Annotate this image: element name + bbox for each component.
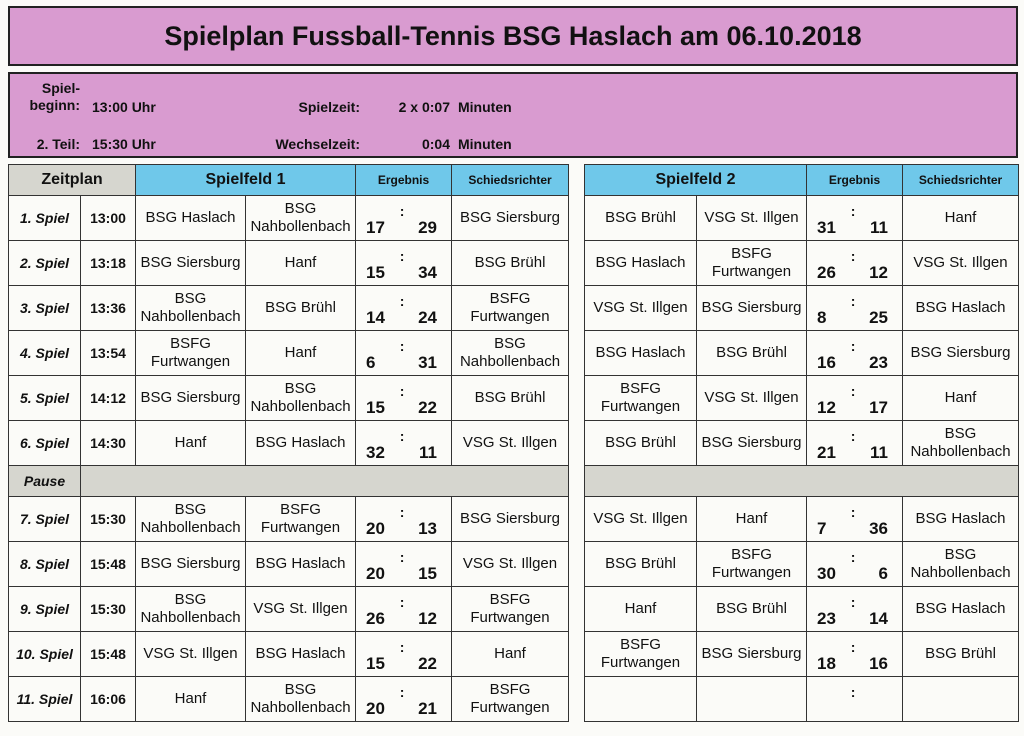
table-row bbox=[9, 331, 569, 376]
field1-team-2: BSG Nahbollenbach bbox=[246, 376, 356, 421]
field1-team-2: BSG Haslach bbox=[246, 421, 356, 466]
table-row bbox=[585, 587, 1019, 632]
score-home: 16 bbox=[817, 353, 836, 372]
score-away: 31 bbox=[418, 353, 437, 372]
score-separator: : bbox=[399, 504, 405, 520]
score-separator: : bbox=[399, 549, 405, 565]
field1-result bbox=[356, 632, 452, 677]
table-row bbox=[9, 632, 569, 677]
score-away: 15 bbox=[418, 564, 437, 583]
field1-referee: BSG Brühl bbox=[452, 241, 569, 286]
pause-row bbox=[585, 466, 1019, 497]
field1-referee: VSG St. Illgen bbox=[452, 421, 569, 466]
table-row bbox=[585, 331, 1019, 376]
game-number: 8. Spiel bbox=[9, 542, 81, 587]
field1-schiedsrichter-header: Schiedsrichter bbox=[452, 165, 569, 196]
field2-team-2: BSG Siersburg bbox=[697, 286, 807, 331]
score-separator: : bbox=[850, 504, 856, 520]
field2-team-2: VSG St. Illgen bbox=[697, 376, 807, 421]
field2-team-2: BSG Brühl bbox=[697, 587, 807, 632]
pause-fill bbox=[81, 466, 569, 497]
score-home: 8 bbox=[817, 308, 827, 327]
field1-team-1: Hanf bbox=[136, 421, 246, 466]
field2-result bbox=[807, 421, 903, 466]
field2-result bbox=[807, 677, 903, 722]
field2-referee: VSG St. Illgen bbox=[903, 241, 1019, 286]
field1-result bbox=[356, 196, 452, 241]
field2-team-2: BSFG Furtwangen bbox=[697, 241, 807, 286]
score-away: 11 bbox=[870, 443, 888, 462]
field1-referee: BSFG Furtwangen bbox=[452, 286, 569, 331]
field2-referee: BSG Nahbollenbach bbox=[903, 542, 1019, 587]
field2-team-2: BSG Siersburg bbox=[697, 421, 807, 466]
game-time: 14:12 bbox=[81, 376, 136, 421]
score-home: 15 bbox=[366, 654, 385, 673]
score-home: 30 bbox=[817, 564, 836, 583]
field2-team-1: BSFG Furtwangen bbox=[585, 376, 697, 421]
field2-team-1: VSG St. Illgen bbox=[585, 497, 697, 542]
game-time: 16:06 bbox=[81, 677, 136, 722]
page-title: Spielplan Fussball-Tennis BSG Haslach am 06.10.2018 bbox=[8, 6, 1018, 66]
field2-result bbox=[807, 497, 903, 542]
table-row bbox=[9, 542, 569, 587]
field1-team-1: BSFG Furtwangen bbox=[136, 331, 246, 376]
field1-team-2: BSFG Furtwangen bbox=[246, 497, 356, 542]
score-away: 11 bbox=[419, 443, 437, 462]
score-separator: : bbox=[850, 203, 856, 219]
game-number: 3. Spiel bbox=[9, 286, 81, 331]
field1-header: Spielfeld 1 bbox=[136, 165, 356, 196]
score-away: 36 bbox=[869, 519, 888, 538]
score-separator: : bbox=[399, 684, 405, 700]
field2-result bbox=[807, 286, 903, 331]
game-time: 14:30 bbox=[81, 421, 136, 466]
begin-label: Spiel- beginn: bbox=[29, 80, 80, 113]
score-separator: : bbox=[399, 594, 405, 610]
field2-result bbox=[807, 632, 903, 677]
field1-referee: BSG Siersburg bbox=[452, 196, 569, 241]
pause-row bbox=[9, 466, 569, 497]
score-separator: : bbox=[850, 684, 856, 700]
score-separator: : bbox=[399, 338, 405, 354]
table-row bbox=[585, 286, 1019, 331]
score-away: 17 bbox=[869, 398, 888, 417]
score-away: 16 bbox=[869, 654, 888, 673]
score-home: 15 bbox=[366, 398, 385, 417]
pause-fill bbox=[585, 466, 1019, 497]
field2-team-2 bbox=[697, 677, 807, 722]
field2-table bbox=[584, 164, 1019, 722]
field1-referee: BSG Nahbollenbach bbox=[452, 331, 569, 376]
field2-referee bbox=[903, 677, 1019, 722]
field2-header: Spielfeld 2 bbox=[585, 165, 807, 196]
score-home: 12 bbox=[817, 398, 836, 417]
field2-referee: BSG Siersburg bbox=[903, 331, 1019, 376]
field1-team-2: Hanf bbox=[246, 241, 356, 286]
table-row bbox=[585, 241, 1019, 286]
score-home: 14 bbox=[366, 308, 385, 327]
field1-referee: Hanf bbox=[452, 632, 569, 677]
field2-team-1: VSG St. Illgen bbox=[585, 286, 697, 331]
score-away: 29 bbox=[418, 218, 437, 237]
table-row bbox=[9, 677, 569, 722]
score-separator: : bbox=[850, 639, 856, 655]
field2-referee: Hanf bbox=[903, 376, 1019, 421]
field2-result bbox=[807, 376, 903, 421]
score-home: 17 bbox=[366, 218, 385, 237]
field2-team-2: BSG Siersburg bbox=[697, 632, 807, 677]
game-time: 13:18 bbox=[81, 241, 136, 286]
field1-team-2: BSG Haslach bbox=[246, 542, 356, 587]
score-away: 12 bbox=[418, 609, 437, 628]
field2-team-1: BSFG Furtwangen bbox=[585, 632, 697, 677]
field2-team-2: BSG Brühl bbox=[697, 331, 807, 376]
field1-team-1: VSG St. Illgen bbox=[136, 632, 246, 677]
field2-team-1: BSG Haslach bbox=[585, 241, 697, 286]
field1-result bbox=[356, 241, 452, 286]
score-away: 22 bbox=[418, 654, 437, 673]
score-home: 18 bbox=[817, 654, 836, 673]
second-part-label: 2. Teil: bbox=[36, 136, 80, 152]
score-away: 14 bbox=[869, 609, 888, 628]
table-row bbox=[9, 241, 569, 286]
field1-result bbox=[356, 677, 452, 722]
score-home: 20 bbox=[366, 519, 385, 538]
score-separator: : bbox=[850, 248, 856, 264]
score-home: 15 bbox=[366, 263, 385, 282]
score-separator: : bbox=[850, 293, 856, 309]
wechselzeit-value: 0:04 bbox=[421, 136, 450, 152]
table-row bbox=[585, 542, 1019, 587]
begin-time: 13:00 Uhr bbox=[92, 99, 156, 115]
field2-referee: BSG Haslach bbox=[903, 587, 1019, 632]
field1-team-1: BSG Haslach bbox=[136, 196, 246, 241]
field2-referee: BSG Brühl bbox=[903, 632, 1019, 677]
field2-team-1: BSG Haslach bbox=[585, 331, 697, 376]
field1-result bbox=[356, 587, 452, 632]
game-time: 13:00 bbox=[81, 196, 136, 241]
field2-team-1: BSG Brühl bbox=[585, 196, 697, 241]
table-row bbox=[9, 587, 569, 632]
score-separator: : bbox=[399, 203, 405, 219]
field1-team-1: BSG Nahbollenbach bbox=[136, 286, 246, 331]
field1-referee: VSG St. Illgen bbox=[452, 542, 569, 587]
field1-team-1: Hanf bbox=[136, 677, 246, 722]
field2-result bbox=[807, 587, 903, 632]
field1-team-1: BSG Siersburg bbox=[136, 376, 246, 421]
field2-referee: BSG Nahbollenbach bbox=[903, 421, 1019, 466]
game-number: 2. Spiel bbox=[9, 241, 81, 286]
score-separator: : bbox=[850, 594, 856, 610]
pause-label: Pause bbox=[9, 466, 81, 497]
zeitplan-header: Zeitplan bbox=[9, 165, 136, 196]
score-separator: : bbox=[399, 639, 405, 655]
field1-referee: BSG Brühl bbox=[452, 376, 569, 421]
score-away: 13 bbox=[418, 519, 437, 538]
field2-result bbox=[807, 196, 903, 241]
score-separator: : bbox=[399, 293, 405, 309]
field1-table bbox=[8, 164, 569, 722]
score-away: 11 bbox=[870, 218, 888, 237]
score-home: 7 bbox=[817, 519, 827, 538]
score-home: 21 bbox=[817, 443, 836, 462]
field2-referee: BSG Haslach bbox=[903, 497, 1019, 542]
score-home: 20 bbox=[366, 699, 385, 718]
score-separator: : bbox=[399, 428, 405, 444]
field1-team-1: BSG Siersburg bbox=[136, 542, 246, 587]
field2-team-1: Hanf bbox=[585, 587, 697, 632]
field2-result bbox=[807, 542, 903, 587]
field1-referee: BSFG Furtwangen bbox=[452, 677, 569, 722]
score-separator: : bbox=[850, 338, 856, 354]
score-away: 21 bbox=[418, 699, 437, 718]
table-row bbox=[585, 196, 1019, 241]
score-away: 24 bbox=[418, 308, 437, 327]
table-row bbox=[585, 421, 1019, 466]
wechselzeit-unit: Minuten bbox=[458, 136, 512, 152]
field1-result bbox=[356, 497, 452, 542]
game-number: 1. Spiel bbox=[9, 196, 81, 241]
score-home: 31 bbox=[817, 218, 836, 237]
game-number: 5. Spiel bbox=[9, 376, 81, 421]
spielzeit-label: Spielzeit: bbox=[298, 99, 360, 115]
score-away: 25 bbox=[869, 308, 888, 327]
field1-team-2: VSG St. Illgen bbox=[246, 587, 356, 632]
field2-team-1: BSG Brühl bbox=[585, 421, 697, 466]
score-separator: : bbox=[399, 383, 405, 399]
table-row bbox=[9, 196, 569, 241]
table-row bbox=[9, 421, 569, 466]
score-away: 23 bbox=[869, 353, 888, 372]
score-separator: : bbox=[399, 248, 405, 264]
game-time: 13:54 bbox=[81, 331, 136, 376]
field2-referee: BSG Haslach bbox=[903, 286, 1019, 331]
field1-referee: BSFG Furtwangen bbox=[452, 587, 569, 632]
game-number: 7. Spiel bbox=[9, 497, 81, 542]
field1-team-2: BSG Brühl bbox=[246, 286, 356, 331]
field2-team-2: BSFG Furtwangen bbox=[697, 542, 807, 587]
field2-schiedsrichter-header: Schiedsrichter bbox=[903, 165, 1019, 196]
field2-result bbox=[807, 331, 903, 376]
game-time: 15:48 bbox=[81, 542, 136, 587]
score-home: 23 bbox=[817, 609, 836, 628]
table-row bbox=[585, 632, 1019, 677]
game-number: 11. Spiel bbox=[9, 677, 81, 722]
table-row bbox=[9, 376, 569, 421]
score-away: 12 bbox=[869, 263, 888, 282]
field1-team-1: BSG Siersburg bbox=[136, 241, 246, 286]
field1-team-2: Hanf bbox=[246, 331, 356, 376]
second-part-time: 15:30 Uhr bbox=[92, 136, 156, 152]
field1-team-2: BSG Haslach bbox=[246, 632, 356, 677]
table-row bbox=[585, 677, 1019, 722]
score-home: 26 bbox=[817, 263, 836, 282]
table-row bbox=[585, 376, 1019, 421]
field1-team-1: BSG Nahbollenbach bbox=[136, 497, 246, 542]
field2-referee: Hanf bbox=[903, 196, 1019, 241]
field1-result bbox=[356, 286, 452, 331]
field2-ergebnis-header: Ergebnis bbox=[807, 165, 903, 196]
score-separator: : bbox=[850, 428, 856, 444]
field2-team-2: VSG St. Illgen bbox=[697, 196, 807, 241]
field1-result bbox=[356, 376, 452, 421]
game-time: 13:36 bbox=[81, 286, 136, 331]
field1-result bbox=[356, 331, 452, 376]
table-row bbox=[9, 286, 569, 331]
score-home: 26 bbox=[366, 609, 385, 628]
field1-result bbox=[356, 421, 452, 466]
game-number: 9. Spiel bbox=[9, 587, 81, 632]
field1-result bbox=[356, 542, 452, 587]
game-time: 15:48 bbox=[81, 632, 136, 677]
field1-team-2: BSG Nahbollenbach bbox=[246, 677, 356, 722]
field2-team-2: Hanf bbox=[697, 497, 807, 542]
game-number: 4. Spiel bbox=[9, 331, 81, 376]
spielzeit-value: 2 x 0:07 bbox=[398, 99, 450, 115]
score-separator: : bbox=[850, 549, 856, 565]
table-row bbox=[585, 497, 1019, 542]
score-away: 22 bbox=[418, 398, 437, 417]
game-time: 15:30 bbox=[81, 587, 136, 632]
score-home: 32 bbox=[366, 443, 385, 462]
field2-team-1: BSG Brühl bbox=[585, 542, 697, 587]
score-home: 6 bbox=[366, 353, 376, 372]
wechselzeit-label: Wechselzeit: bbox=[275, 136, 360, 152]
score-separator: : bbox=[850, 383, 856, 399]
game-number: 10. Spiel bbox=[9, 632, 81, 677]
field1-ergebnis-header: Ergebnis bbox=[356, 165, 452, 196]
field1-referee: BSG Siersburg bbox=[452, 497, 569, 542]
spielzeit-unit: Minuten bbox=[458, 99, 512, 115]
field2-team-1 bbox=[585, 677, 697, 722]
field1-team-1: BSG Nahbollenbach bbox=[136, 587, 246, 632]
score-home: 20 bbox=[366, 564, 385, 583]
game-number: 6. Spiel bbox=[9, 421, 81, 466]
field1-team-2: BSG Nahbollenbach bbox=[246, 196, 356, 241]
field2-result bbox=[807, 241, 903, 286]
score-away: 6 bbox=[878, 564, 888, 583]
score-away: 34 bbox=[418, 263, 437, 282]
table-row bbox=[9, 497, 569, 542]
info-panel bbox=[8, 72, 1018, 158]
game-time: 15:30 bbox=[81, 497, 136, 542]
